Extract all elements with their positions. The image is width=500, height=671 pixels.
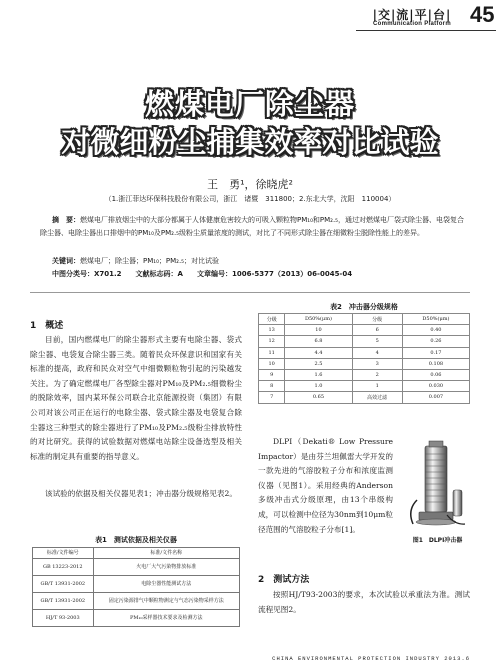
- table-cell: 固定污染源排气中颗粒物测定与气态污染物采样方法: [93, 593, 239, 610]
- table-cell: 0.108: [402, 358, 469, 369]
- table-cell: 3: [352, 358, 402, 369]
- affiliation: （1.浙江菲达环保科技股份有限公司，浙江 诸暨 311800；2.东北大学，沈阳 110004）: [104, 195, 396, 203]
- section-1-paragraph-2: 该试验的依据及相关仪器见表1；冲击器分级规格见表2。: [45, 489, 237, 498]
- table-row: [33, 559, 240, 576]
- journal-footer: CHINA ENVIRONMENTAL PROTECTION INDUSTRY 2013.6: [272, 655, 470, 662]
- dlpi-paragraph: DLPI（Dekati® Low Pressure Impactor）是由芬兰坦佩雷大学开发的一款先进的气溶胶粒子分布和浓度监测仪器（见图1）。采用经典的Anderson多级冲击式分级原理，由13个串级构成，可以检测中位径为30nm到10μm粒径范围的气溶胶粒子分布[1]。: [258, 437, 393, 534]
- table-row: [33, 610, 240, 627]
- dlpi-impactor-image: [403, 440, 473, 530]
- table-cell: 0.17: [402, 347, 469, 358]
- table-header-cell: 标准/文件编号: [33, 548, 94, 559]
- table-cell: 9: [259, 369, 285, 380]
- table-cell: 7: [259, 392, 285, 403]
- section-1-paragraph-1: 目前，国内燃煤电厂的除尘器形式主要有电除尘器、袋式除尘器、电袋复合除尘器三类。随着民众环保意识和国家有关标准的提高，政府和民众对空气中细微颗粒物引起的污染越发关注。为了确定燃煤电厂各型除尘器对PM₁₀及PM₂.₅细微粉尘的脱除效率，国内某环保公司联合北京能源投资（集团）有限公司对该公司正在运行的电除尘器、袋式除尘器及电袋复合除尘器这三种型式的除尘器进行了PM₁₀及PM₂.₅级粉尘排放特性的对比研究。获得的试验数据对燃煤电站除尘设备选型及相关标准的制定具有重要的指导意义。: [30, 335, 242, 461]
- table-row: [33, 593, 240, 610]
- table-2-caption: 表2 冲击器分级规格: [330, 303, 398, 311]
- figure-1-caption: 图1 DLPI冲击器: [412, 537, 463, 544]
- table-cell: GB/T 13931-2002: [33, 576, 94, 593]
- header-rule: [356, 30, 496, 31]
- table-cell: 0.40: [402, 325, 469, 336]
- table-cell: 0.65: [285, 392, 352, 403]
- table-cell: 10: [259, 358, 285, 369]
- table-row: [259, 369, 470, 380]
- table-cell: 1.6: [285, 369, 352, 380]
- table-cell: 12: [259, 336, 285, 347]
- table-cell: PM₁₀采样器技术要求及检测方法: [93, 610, 239, 627]
- article-title-line-1: 燃煤电厂除尘器: [144, 87, 355, 121]
- table-cell: 2.5: [285, 358, 352, 369]
- table-header-cell: D50%(μm): [402, 314, 469, 325]
- table-cell: 4.4: [285, 347, 352, 358]
- table-cell: 0.007: [402, 392, 469, 403]
- table-2: [258, 313, 470, 404]
- table-row: [259, 381, 470, 392]
- table-cell: 10: [285, 325, 352, 336]
- table-cell: 0.26: [402, 336, 469, 347]
- table-cell: 1: [352, 381, 402, 392]
- table-cell: 高效过滤: [352, 392, 402, 403]
- column-title: |交|流|平|台|: [372, 8, 452, 22]
- table-cell: 8: [259, 381, 285, 392]
- abstract-text: 燃煤电厂排放烟尘中的大部分都属于人体健康危害较大的可吸入颗粒物PM₁₀和PM₂.₅，通过对燃煤电厂袋式除尘器、电袋复合除尘器、电除尘器出口排烟中的PM₁₀及PM₂.₅级粉尘质量浓度的测试，对比了不同形式除尘器在细微粉尘脱除性能上的差异。: [40, 216, 464, 237]
- article-title-line-2: 对微细粉尘捕集效率对比试验: [61, 125, 439, 159]
- table-cell: 1.0: [285, 381, 352, 392]
- table-cell: 11: [259, 347, 285, 358]
- table-header-row: [33, 548, 240, 559]
- table-row: [33, 576, 240, 593]
- authors: 王 勇¹，徐晓虎²: [207, 178, 293, 191]
- classification-line: 中图分类号：X701.2 文献标志码：A 文章编号：1006-5377（2013）06-0045-04: [52, 270, 353, 278]
- table-cell: 0.030: [402, 381, 469, 392]
- journal-header: [356, 4, 496, 34]
- table-cell: GB 13223-2012: [33, 559, 94, 576]
- table-cell: GB/T 13931-2002: [33, 593, 94, 610]
- keywords-label: 关键词：: [52, 257, 80, 265]
- table-cell: 6: [352, 325, 402, 336]
- section-2-heading: 2 测试方法: [258, 575, 310, 585]
- table-1: [32, 547, 240, 627]
- table-1-caption: 表1 测试依据及相关仪器: [95, 536, 177, 544]
- section-1-heading: 1 概述: [30, 321, 64, 331]
- divider: [30, 292, 470, 293]
- table-cell: 0.06: [402, 369, 469, 380]
- table-header-cell: D50%(μm): [285, 314, 352, 325]
- table-row: [259, 347, 470, 358]
- table-header-row: [259, 314, 470, 325]
- table-cell: 13: [259, 325, 285, 336]
- column-subtitle: Communication Platform: [373, 21, 451, 27]
- table-header-cell: 标准/文件名称: [93, 548, 239, 559]
- page-number: 45: [470, 2, 495, 27]
- table-row: [259, 358, 470, 369]
- table-row: [259, 392, 470, 403]
- table-row: [259, 325, 470, 336]
- table-cell: 6.8: [285, 336, 352, 347]
- table-row: [259, 336, 470, 347]
- keywords: [40, 255, 477, 268]
- abstract: [40, 214, 465, 240]
- table-header-cell: 分级: [259, 314, 285, 325]
- table-cell: 火电厂大气污染物排放标准: [93, 559, 239, 576]
- table-cell: HJ/T 93-2003: [33, 610, 94, 627]
- section-2-paragraph: 按照HJ/T93-2003的要求，本次试验以承重法为准。测试流程见图2。: [258, 590, 470, 614]
- table-cell: 4: [352, 347, 402, 358]
- table-cell: 电除尘器性能测试方法: [93, 576, 239, 593]
- table-header-cell: 分级: [352, 314, 402, 325]
- table-cell: 5: [352, 336, 402, 347]
- abstract-label: 摘 要：: [52, 216, 80, 224]
- table-cell: 2: [352, 369, 402, 380]
- keywords-text: 燃煤电厂；除尘器；PM₁₀；PM₂.₅；对比试验: [80, 257, 219, 265]
